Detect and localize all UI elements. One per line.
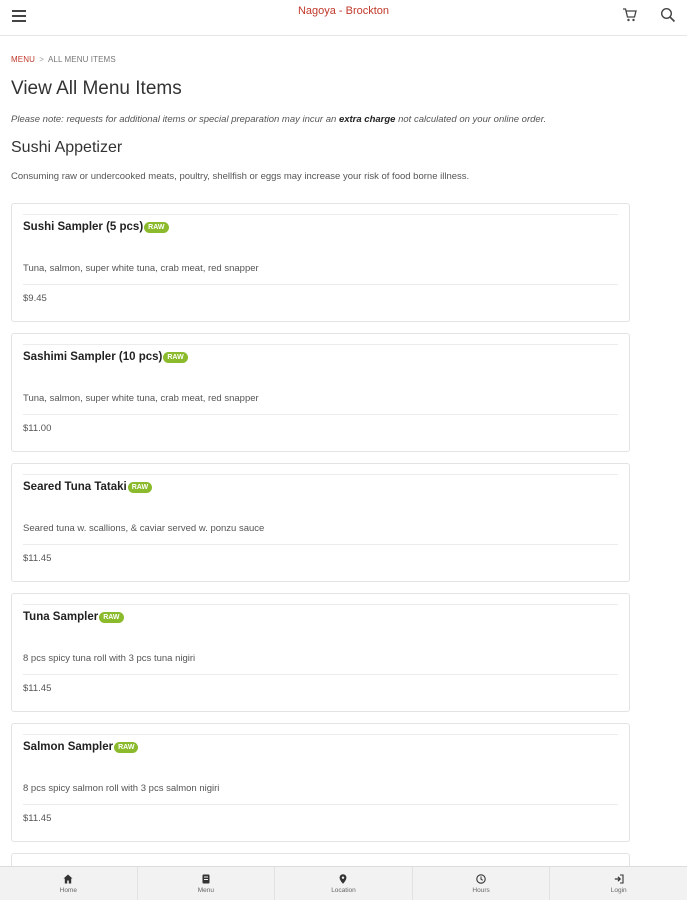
note-text-before: Please note: requests for additional items or special preparation may incur an bbox=[11, 114, 339, 125]
page-title: View All Menu Items bbox=[11, 78, 182, 99]
menu-item-card[interactable] bbox=[11, 203, 630, 322]
divider bbox=[23, 804, 618, 805]
menu-item-card[interactable] bbox=[11, 333, 630, 452]
note-emphasis: extra charge bbox=[338, 114, 396, 125]
item-name-row bbox=[23, 221, 169, 233]
extra-charge-note bbox=[11, 114, 546, 125]
clock-icon bbox=[476, 874, 486, 884]
divider bbox=[23, 674, 618, 675]
menu-item-card[interactable] bbox=[11, 723, 630, 842]
search-icon[interactable] bbox=[660, 7, 676, 23]
nav-label: Location bbox=[331, 887, 356, 894]
item-price: $11.45 bbox=[23, 683, 52, 694]
item-price: $11.00 bbox=[23, 423, 52, 434]
nav-menu[interactable] bbox=[138, 867, 276, 900]
item-description: 8 pcs spicy tuna roll with 3 pcs tuna nigiri bbox=[23, 653, 196, 664]
top-header bbox=[0, 0, 687, 36]
restaurant-title[interactable]: Nagoya - Brockton bbox=[297, 5, 390, 17]
item-price: $11.45 bbox=[23, 813, 52, 824]
divider bbox=[23, 474, 618, 475]
home-icon bbox=[63, 874, 73, 884]
divider bbox=[23, 544, 618, 545]
item-name-row bbox=[23, 351, 188, 363]
item-name-row bbox=[23, 481, 152, 493]
breadcrumb-separator: > bbox=[39, 55, 45, 64]
raw-badge: RAW bbox=[144, 222, 168, 233]
nav-location[interactable] bbox=[275, 867, 413, 900]
breadcrumb-menu-link[interactable]: MENU bbox=[11, 55, 35, 64]
item-name-row bbox=[23, 741, 138, 753]
nav-label: Menu bbox=[197, 887, 215, 894]
nav-login[interactable] bbox=[550, 867, 687, 900]
item-description: Tuna, salmon, super white tuna, crab meat, red snapper bbox=[23, 393, 259, 404]
item-name: Sashimi Sampler (10 pcs) bbox=[23, 351, 163, 363]
menu-item-card[interactable] bbox=[11, 463, 630, 582]
item-name: Seared Tuna Tataki bbox=[23, 481, 127, 493]
divider bbox=[23, 284, 618, 285]
nav-label: Hours bbox=[472, 887, 490, 894]
item-description: Seared tuna w. scallions, & caviar served w. ponzu sauce bbox=[23, 523, 265, 534]
item-name: Tuna Sampler bbox=[23, 611, 99, 623]
section-title: Sushi Appetizer bbox=[11, 139, 123, 156]
divider bbox=[23, 734, 618, 735]
bottom-nav bbox=[0, 866, 687, 900]
cart-icon[interactable] bbox=[622, 7, 638, 23]
menu-item-card[interactable] bbox=[11, 593, 630, 712]
raw-food-warning: Consuming raw or undercooked meats, poultry, shellfish or eggs may increase your risk of food borne illness. bbox=[11, 171, 470, 182]
item-description: 8 pcs spicy salmon roll with 3 pcs salmon nigiri bbox=[23, 783, 220, 794]
nav-hours[interactable] bbox=[413, 867, 551, 900]
raw-badge: RAW bbox=[99, 612, 123, 623]
breadcrumb-current: ALL MENU ITEMS bbox=[47, 55, 116, 64]
item-name-row bbox=[23, 611, 124, 623]
divider bbox=[23, 414, 618, 415]
item-name: Salmon Sampler bbox=[23, 741, 114, 753]
item-price: $9.45 bbox=[23, 293, 47, 304]
item-description: Tuna, salmon, super white tuna, crab meat, red snapper bbox=[23, 263, 259, 274]
nav-label: Home bbox=[59, 887, 77, 894]
nav-label: Login bbox=[610, 887, 627, 894]
note-text-after: not calculated on your online order. bbox=[395, 114, 547, 125]
raw-badge: RAW bbox=[128, 482, 152, 493]
breadcrumb bbox=[11, 55, 116, 64]
item-price: $11.45 bbox=[23, 553, 52, 564]
nav-home[interactable] bbox=[0, 867, 138, 900]
item-name: Sushi Sampler (5 pcs) bbox=[23, 221, 144, 233]
raw-badge: RAW bbox=[114, 742, 138, 753]
login-icon bbox=[614, 874, 624, 884]
raw-badge: RAW bbox=[163, 352, 187, 363]
divider bbox=[23, 344, 618, 345]
menu-book-icon bbox=[201, 874, 211, 884]
divider bbox=[23, 214, 618, 215]
divider bbox=[23, 604, 618, 605]
location-pin-icon bbox=[338, 874, 348, 884]
